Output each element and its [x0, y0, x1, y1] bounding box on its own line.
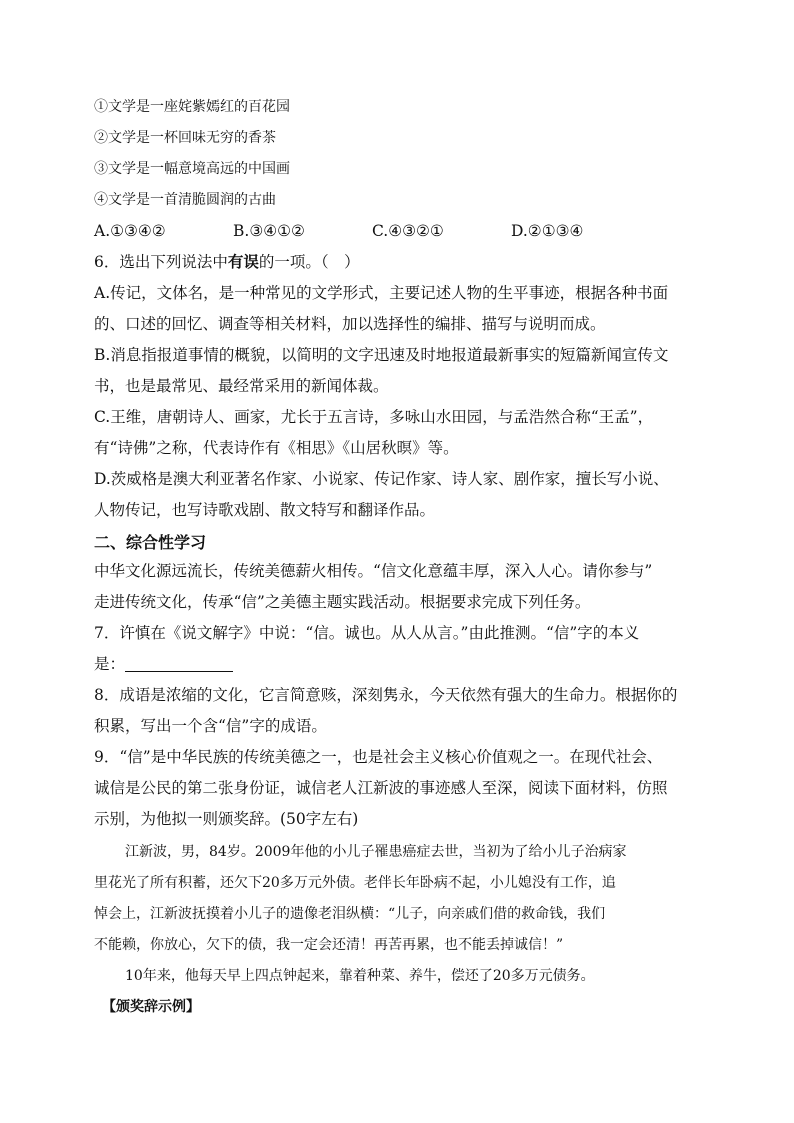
- q8-line: 8．成语是浓缩的文化，它言简意赅，深刻隽永，今天依然有强大的生命力。根据你的: [94, 686, 678, 704]
- q6-option-b-line: 书，也是最常见、最经常采用的新闻体裁。: [94, 377, 389, 395]
- section-intro: 中华文化源远流长，传统美德薪火相传。“信文化意蕴丰厚，深入人心。请你参与”: [94, 562, 653, 580]
- q9-line: 诚信是公民的第二张身份证，诚信老人江新波的事迹感人至深，阅读下面材料，仿照: [94, 779, 668, 797]
- q9-line: 9．“信”是中华民族的传统美德之一，也是社会主义核心价值观之一。在现代社会、: [94, 748, 663, 766]
- q6-option-a-line: A.传记，文体名，是一种常见的文学形式，主要记述人物的生平事迹，根据各种书面: [94, 284, 669, 302]
- q9-line: 示别，为他拟一则颁奖辞。(50字左右): [94, 810, 359, 828]
- section-heading: 二、综合性学习: [94, 533, 207, 552]
- q6-option-c-line: C.王维，唐朝诗人、画家，尤长于五言诗，多咏山水田园，与孟浩然合称“王孟”，: [94, 408, 654, 426]
- q6-option-c-line: 有“诗佛”之称，代表诗作有《相思》《山居秋暝》等。: [94, 439, 459, 457]
- example-label: 【颁奖辞示例】: [102, 999, 200, 1015]
- option-a: A.①③④②: [94, 222, 166, 240]
- material-paragraph: 江新波，男，84岁。2009年他的小儿子罹患癌症去世，当初为了给小儿子治病家 里花光了所有积蓄，还欠下20多万元外债。老伴长年卧病不起，小儿媳没有工作，追 悼会上，江新波抚摸着小儿子的遗像老泪纵横：“儿子，向亲戚们借的救命钱，我们 不能赖，你放心，欠下的债，我一定会还清！再苦再累，也不能丢掉诚信！”: [94, 844, 627, 953]
- material-paragraph: 10年来，他每天早上四点钟起来，靠着种菜、养牛，偿还了20多万元债务。: [125, 968, 595, 984]
- list-item: ②文学是一杯回味无穷的香茶: [94, 130, 276, 146]
- option-c: C.④③②①: [372, 222, 444, 240]
- q6-stem: 6．选出下列说法中有误的一项。（ ）: [94, 253, 360, 271]
- q7-line: 7．许慎在《说文解字》中说：“信。诚也。从人从言。”由此推测。“信”字的本义: [94, 624, 640, 642]
- q7-answer-line: 是：: [94, 649, 700, 680]
- q5-options: [94, 216, 700, 247]
- option-b: B.③④①②: [233, 222, 305, 240]
- section-intro: 走进传统文化，传承“信”之美德主题实践活动。根据要求完成下列任务。: [94, 593, 591, 611]
- list-item: ③文学是一幅意境高远的中国画: [94, 161, 290, 177]
- q6-option-d-line: 人物传记，也写诗歌戏剧、散文特写和翻译作品。: [94, 501, 436, 519]
- q6-option-d-line: D.茨威格是澳大利亚著名作家、小说家、传记作家、诗人家、剧作家，擅长写小说、: [94, 470, 669, 488]
- list-item: ①文学是一座姹紫嫣红的百花园: [94, 99, 290, 115]
- document-page: [94, 92, 700, 1023]
- q6-option-b-line: B.消息指报道事情的概貌，以简明的文字迅速及时地报道最新事实的短篇新闻宣传文: [94, 346, 669, 364]
- q6-option-a-line: 的、口述的回忆、调查等相关材料，加以选择性的编排、描写与说明而成。: [94, 315, 606, 333]
- answer-blank: [125, 653, 233, 672]
- q6-emphasis: 有误: [227, 253, 259, 271]
- list-item: ④文学是一首清脆圆润的古曲: [94, 192, 276, 208]
- option-d: D.②①③④: [511, 222, 584, 240]
- q8-line: 积累，写出一个含“信”字的成语。: [94, 717, 327, 735]
